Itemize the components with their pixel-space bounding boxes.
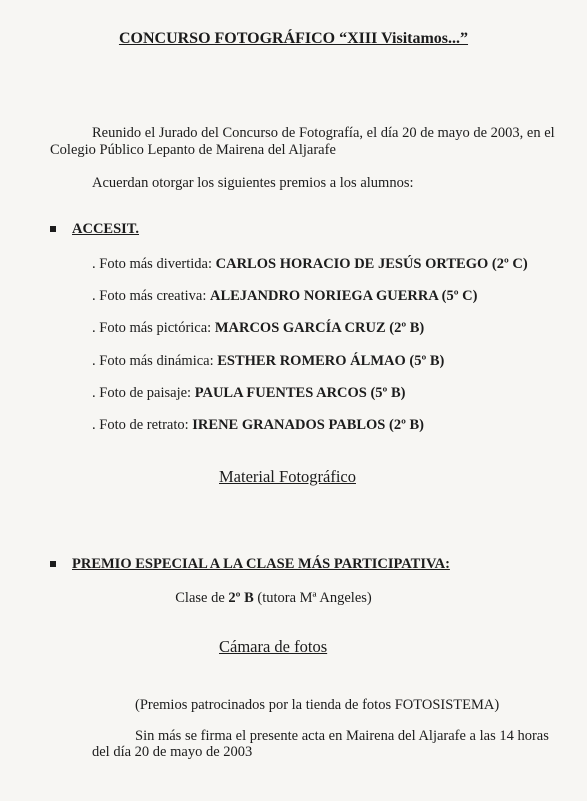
award-category: . Foto más creativa:: [92, 288, 210, 304]
award-category: . Foto más pictórica:: [92, 320, 215, 336]
document-title: CONCURSO FOTOGRÁFICO “XIII Visitamos...”: [118, 30, 469, 47]
award-line: [92, 417, 424, 434]
award-winner: IRENE GRANADOS PABLOS (2º B): [192, 417, 424, 433]
award-category: . Foto más dinámica:: [92, 353, 218, 369]
special-prize-heading: PREMIO ESPECIAL A LA CLASE MÁS PARTICIPATIVA:: [72, 556, 450, 572]
award-category: . Foto de paisaje:: [92, 385, 195, 401]
award-category: . Foto de retrato:: [92, 417, 193, 433]
closing-line-1: Sin más se firma el presente acta en Mairena del Aljarafe a las 14 horas: [135, 728, 549, 744]
award-line: [92, 353, 444, 370]
award-category: . Foto más divertida:: [92, 256, 216, 272]
class-suffix: (tutora Mª Angeles): [253, 590, 372, 606]
sponsor-note: (Premios patrocinados por la tienda de fotos FOTOSISTEMA): [135, 697, 500, 713]
award-winner: PAULA FUENTES ARCOS (5º B): [194, 385, 406, 401]
bullet-icon: [50, 226, 56, 232]
award-winner: MARCOS GARCÍA CRUZ (2º B): [214, 320, 425, 336]
class-prefix: Clase de: [175, 590, 229, 606]
accesit-heading: ACCESIT.: [72, 221, 140, 237]
award-winner: CARLOS HORACIO DE JESÚS ORTEGO (2º C): [215, 256, 528, 272]
award-line: [92, 385, 405, 402]
class-name: 2º B: [228, 590, 254, 606]
class-line: [0, 590, 567, 607]
special-prize: Cámara de fotos: [219, 637, 328, 656]
intro-line-1: Reunido el Jurado del Concurso de Fotografía, el día 20 de mayo de 2003, en el: [92, 125, 555, 141]
award-winner: ALEJANDRO NORIEGA GUERRA (5º C): [209, 288, 478, 304]
closing-line-2: del día 20 de mayo de 2003: [92, 744, 253, 760]
award-line: [92, 256, 528, 273]
award-line: [92, 320, 424, 337]
accesit-prize: Material Fotográfico: [219, 467, 356, 486]
intro-line-2: Colegio Público Lepanto de Mairena del Aljarafe: [50, 142, 336, 158]
award-winner: ESTHER ROMERO ÁLMAO (5º B): [217, 353, 445, 369]
bullet-icon: [50, 561, 56, 567]
agreement-text: Acuerdan otorgar los siguientes premios a los alumnos:: [92, 175, 414, 191]
award-line: [92, 288, 477, 305]
